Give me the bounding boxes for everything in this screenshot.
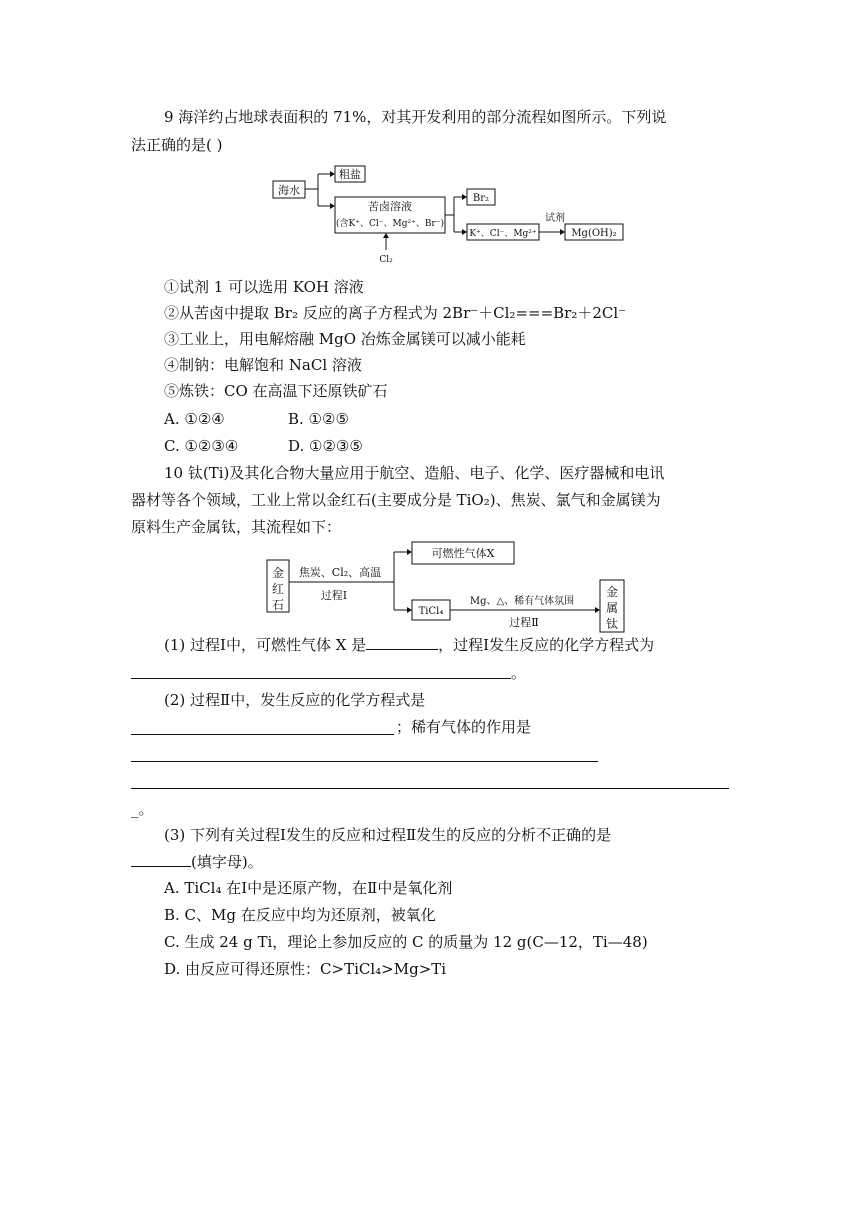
q10-part3-option-c: C. 生成 24 g Ti，理论上参加反应的 C 的质量为 12 g(C—12，Ti—48)	[164, 933, 648, 951]
ti-char-3: 钛	[605, 617, 619, 631]
q10-part3-text: (填字母)。	[191, 853, 263, 871]
ti-char-1: 金	[605, 585, 619, 599]
process2-conditions: Mg、△、稀有气体氛围	[469, 596, 575, 607]
q10-flow-diagram	[262, 540, 632, 634]
process1-conditions: 焦炭、Cl₂、高温	[298, 566, 382, 579]
answer-line-gas-role-2[interactable]	[131, 788, 729, 789]
q9-option-a: A. ①②④	[164, 410, 225, 428]
q10-stem-line1: 10 钛(Ti)及其化合物大量应用于航空、造船、电子、化学、医疗器械和电讯	[164, 464, 665, 482]
ti-char-2: 属	[605, 601, 619, 615]
reagent-label: 试剂	[545, 213, 565, 224]
q9-stem-line1: 9 海洋约占地球表面积的 71%，对其开发利用的部分流程如图所示。下列说	[164, 108, 667, 126]
q9-statement-2: ②从苦卤中提取 Br₂ 反应的离子方程式为 2Br⁻＋Cl₂===Br₂＋2Cl⁻	[164, 304, 627, 322]
q10-part2-text-b: ；稀有气体的作用是	[396, 718, 532, 736]
brine-contents: (含K⁺、Cl⁻、Mg²⁺、Br⁻)	[335, 219, 445, 229]
process2-label: 过程Ⅱ	[509, 616, 539, 629]
br2-label: Br₂	[472, 193, 490, 204]
q10-part1-end: 。	[511, 664, 527, 682]
q9-statement-3: ③工业上，用电解熔融 MgO 冶炼金属镁可以减小能耗	[164, 330, 526, 348]
q10-stem-line3: 原料生产金属钛，其流程如下：	[131, 518, 342, 536]
rutile-char-1: 金	[271, 566, 285, 580]
ions-label: K⁺、Cl⁻、Mg²⁺	[469, 229, 537, 239]
q10-part1-text-a: (1) 过程Ⅰ中，可燃性气体 X 是	[164, 636, 367, 654]
gas-x-label: 可燃性气体X	[431, 547, 495, 560]
q10-part2-end: _。	[131, 800, 154, 818]
answer-blank-gas-x[interactable]	[366, 635, 438, 650]
q10-part1-text-b: ，过程Ⅰ发生反应的化学方程式为	[438, 636, 655, 654]
answer-line-gas-role-1[interactable]	[131, 761, 598, 762]
crude-salt-label: 粗盐	[339, 168, 361, 181]
q9-statement-5: ⑤炼铁：CO 在高温下还原铁矿石	[164, 382, 388, 400]
q9-stem-line2: 法正确的是( )	[131, 136, 223, 154]
answer-line-equation-2[interactable]	[131, 734, 394, 735]
rutile-char-3: 石	[271, 598, 285, 612]
process1-label: 过程Ⅰ	[320, 589, 348, 602]
q9-statement-1: ①试剂 1 可以选用 KOH 溶液	[164, 278, 364, 296]
q9-statement-4: ④制钠：电解饱和 NaCl 溶液	[164, 356, 362, 374]
q10-part3-option-d: D. 由反应可得还原性：C>TiCl₄>Mg>Ti	[164, 960, 447, 978]
q10-part3-line2	[131, 852, 263, 872]
mgoh2-label: Mg(OH)₂	[571, 228, 617, 239]
q9-flow-diagram	[268, 164, 628, 264]
rutile-char-2: 红	[271, 582, 285, 596]
q9-option-d: D. ①②③⑤	[288, 437, 363, 455]
q10-part1-line	[164, 635, 654, 655]
q10-part3-line1: (3) 下列有关过程Ⅰ发生的反应和过程Ⅱ发生的反应的分析不正确的是	[164, 826, 612, 844]
ticl4-label: TiCl₄	[418, 606, 444, 617]
seawater-label: 海水	[278, 184, 300, 197]
answer-blank-choice[interactable]	[131, 852, 191, 867]
q9-option-c: C. ①②③④	[164, 437, 239, 455]
q10-stem-line2: 器材等各个领域，工业上常以金红石(主要成分是 TiO₂)、焦炭、氯气和金属镁为	[131, 491, 661, 509]
q10-part2-text-a: (2) 过程Ⅱ中，发生反应的化学方程式是	[164, 691, 426, 709]
answer-line-equation-1[interactable]	[131, 678, 511, 679]
cl2-label: Cl₂	[379, 255, 393, 264]
q9-option-b: B. ①②⑤	[288, 410, 349, 428]
brine-title: 苦卤溶液	[368, 200, 412, 213]
q10-part3-option-b: B. C、Mg 在反应中均为还原剂，被氧化	[164, 906, 436, 924]
q10-part3-option-a: A. TiCl₄ 在Ⅰ中是还原产物，在Ⅱ中是氧化剂	[164, 879, 453, 897]
